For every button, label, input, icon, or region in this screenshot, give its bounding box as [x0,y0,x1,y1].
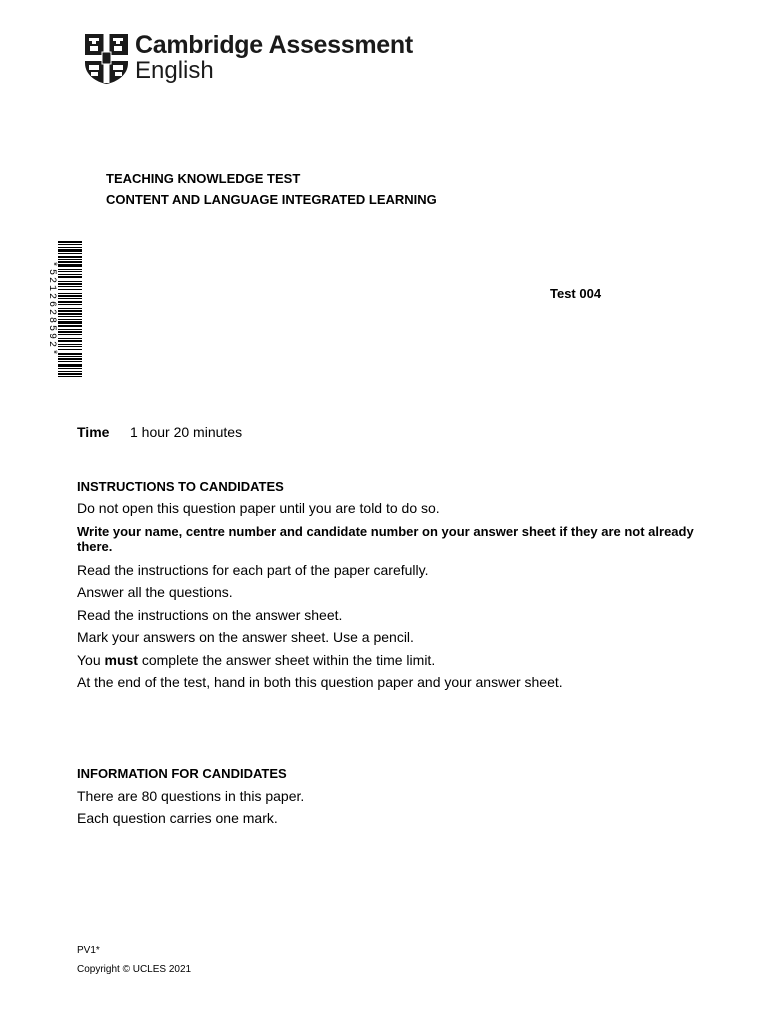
time-value: 1 hour 20 minutes [130,424,243,440]
information-line: Each question carries one mark. [77,810,278,826]
exam-subtitle: CONTENT AND LANGUAGE INTEGRATED LEARNING [106,192,437,207]
instruction-line: Mark your answers on the answer sheet. Use a pencil. [77,629,414,645]
instructions-heading: INSTRUCTIONS TO CANDIDATES [77,479,284,494]
paper-code: PV1* [77,945,100,956]
instruction-text: complete the answer sheet within the time limit. [137,652,436,668]
test-number: Test 004 [550,286,602,301]
instruction-line: Read the instructions for each part of the paper carefully. [77,562,429,578]
logo-title: Cambridge Assessment [135,31,413,59]
information-heading: INFORMATION FOR CANDIDATES [77,766,287,781]
barcode-bars [58,241,82,377]
copyright: Copyright © UCLES 2021 [77,964,192,975]
barcode-digits: *5212628592* [46,260,57,357]
instruction-line: Read the instructions on the answer sheet. [77,607,343,623]
logo-subtitle: English [135,57,214,84]
instruction-line: At the end of the test, hand in both this question paper and your answer sheet. [77,674,563,690]
instruction-line: Answer all the questions. [77,584,233,600]
university-crest-icon [84,33,129,85]
emphasis-must: must [104,652,138,668]
instruction-line-must [77,652,435,668]
instruction-line: Do not open this question paper until you are told to do so. [77,500,440,516]
information-line: There are 80 questions in this paper. [77,788,305,804]
exam-title: TEACHING KNOWLEDGE TEST [106,171,301,186]
barcode [44,240,84,378]
instruction-text: You [77,652,105,668]
cambridge-logo [84,31,414,87]
instruction-line-bold: Write your name, centre number and candidate number on your answer sheet if they are not already there. [77,524,694,554]
time-label: Time [77,424,110,440]
